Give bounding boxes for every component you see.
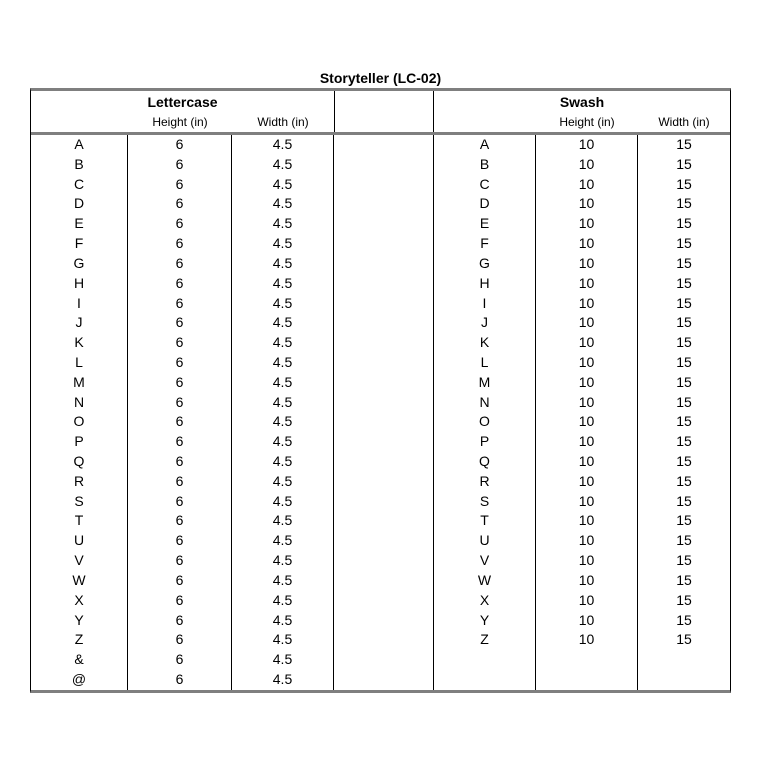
gap-cell bbox=[334, 274, 434, 294]
lettercase-height-cell: 6 bbox=[128, 135, 232, 155]
lettercase-height-cell: 6 bbox=[128, 294, 232, 314]
lettercase-width-cell: 4.5 bbox=[232, 432, 334, 452]
swash-glyph-cell: V bbox=[434, 551, 536, 571]
swash-width-header: Width (in) bbox=[658, 115, 710, 129]
gap-cell bbox=[334, 175, 434, 195]
swash-height-cell: 10 bbox=[536, 333, 638, 353]
lettercase-width-cell: 4.5 bbox=[232, 135, 334, 155]
swash-width-cell: 15 bbox=[676, 195, 692, 212]
swash-height-cell: 10 bbox=[536, 511, 638, 531]
lettercase-width-header: Width (in) bbox=[257, 115, 309, 129]
swash-height-cell: 10 bbox=[536, 412, 638, 432]
lettercase-height-cell: 6 bbox=[128, 531, 232, 551]
page-title: Storyteller (LC-02) bbox=[319, 70, 442, 86]
swash-height-cell: 10 bbox=[536, 175, 638, 195]
table-row bbox=[31, 254, 730, 274]
lettercase-width-cell: 4.5 bbox=[232, 531, 334, 551]
swash-width-cell: 15 bbox=[676, 512, 692, 529]
lettercase-width-cell: 4.5 bbox=[232, 373, 334, 393]
table-row bbox=[31, 670, 730, 690]
lettercase-width-cell: 4.5 bbox=[232, 234, 334, 254]
swash-width-cell: 15 bbox=[676, 235, 692, 252]
swash-height-cell: 10 bbox=[536, 531, 638, 551]
lettercase-glyph-cell: B bbox=[31, 155, 128, 175]
swash-glyph-cell: Y bbox=[434, 611, 536, 631]
gap-cell bbox=[334, 511, 434, 531]
swash-width-cell bbox=[638, 670, 730, 690]
lettercase-height-cell: 6 bbox=[128, 214, 232, 234]
size-table bbox=[30, 88, 731, 693]
lettercase-glyph-cell: & bbox=[31, 650, 128, 670]
lettercase-height-cell: 6 bbox=[128, 650, 232, 670]
gap-cell bbox=[334, 452, 434, 472]
swash-width-cell: 15 bbox=[676, 274, 692, 291]
gap-cell bbox=[334, 254, 434, 274]
swash-height-cell: 10 bbox=[536, 571, 638, 591]
table-row bbox=[31, 313, 730, 333]
gap-cell bbox=[334, 214, 434, 234]
lettercase-height-cell: 6 bbox=[128, 353, 232, 373]
swash-glyph-cell: A bbox=[434, 135, 536, 155]
table-row bbox=[31, 393, 730, 413]
lettercase-glyph-cell: C bbox=[31, 175, 128, 195]
swash-width-cell: 15 bbox=[676, 294, 692, 311]
lettercase-height-cell: 6 bbox=[128, 511, 232, 531]
table-row bbox=[31, 135, 730, 155]
gap-cell bbox=[334, 393, 434, 413]
table-body bbox=[31, 135, 730, 690]
swash-width-cell: 15 bbox=[676, 571, 692, 588]
lettercase-glyph-cell: N bbox=[31, 393, 128, 413]
gap-cell bbox=[334, 113, 434, 132]
swash-height-cell: 10 bbox=[536, 591, 638, 611]
lettercase-glyph-cell: F bbox=[31, 234, 128, 254]
lettercase-width-cell: 4.5 bbox=[232, 393, 334, 413]
swash-width-cell: 15 bbox=[676, 453, 692, 469]
swash-glyph-cell: T bbox=[434, 511, 536, 531]
lettercase-width-cell: 4.5 bbox=[232, 492, 334, 512]
swash-glyph-cell: R bbox=[434, 472, 536, 492]
swash-width-cell: 15 bbox=[676, 353, 692, 370]
table-row bbox=[31, 274, 730, 294]
lettercase-width-cell: 4.5 bbox=[232, 254, 334, 274]
lettercase-width-cell: 4.5 bbox=[232, 175, 334, 195]
lettercase-height-header: Height (in) bbox=[152, 115, 208, 129]
swash-glyph-cell: B bbox=[434, 155, 536, 175]
lettercase-width-cell: 4.5 bbox=[232, 313, 334, 333]
swash-glyph-cell: C bbox=[434, 175, 536, 195]
swash-glyph-cell: Z bbox=[434, 630, 536, 650]
lettercase-height-cell: 6 bbox=[128, 611, 232, 631]
swash-width-cell: 15 bbox=[676, 155, 692, 172]
table-row bbox=[31, 214, 730, 234]
lettercase-glyph-cell: R bbox=[31, 472, 128, 492]
lettercase-height-cell: 6 bbox=[128, 432, 232, 452]
lettercase-glyph-header bbox=[31, 113, 128, 132]
table-row bbox=[31, 551, 730, 571]
gap-cell bbox=[334, 472, 434, 492]
table-row bbox=[31, 452, 730, 472]
table-row bbox=[31, 591, 730, 611]
gap-cell bbox=[334, 531, 434, 551]
swash-height-cell: 10 bbox=[536, 472, 638, 492]
gap-cell bbox=[334, 91, 434, 113]
swash-width-cell: 15 bbox=[676, 373, 692, 390]
lettercase-height-cell: 6 bbox=[128, 630, 232, 650]
lettercase-height-cell: 6 bbox=[128, 412, 232, 432]
gap-cell bbox=[334, 630, 434, 650]
swash-glyph-cell bbox=[434, 650, 536, 670]
swash-glyph-cell: D bbox=[434, 194, 536, 214]
gap-cell bbox=[334, 333, 434, 353]
lettercase-height-cell: 6 bbox=[128, 452, 232, 472]
lettercase-width-cell: 4.5 bbox=[232, 274, 334, 294]
lettercase-height-cell: 6 bbox=[128, 194, 232, 214]
lettercase-width-cell: 4.5 bbox=[232, 353, 334, 373]
swash-height-header: Height (in) bbox=[559, 115, 615, 129]
table-row bbox=[31, 412, 730, 432]
swash-width-cell: 15 bbox=[676, 492, 692, 509]
lettercase-width-cell: 4.5 bbox=[232, 452, 334, 472]
table-row bbox=[31, 155, 730, 175]
lettercase-height-cell: 6 bbox=[128, 254, 232, 274]
swash-section-header: Swash bbox=[559, 94, 605, 110]
lettercase-width-cell: 4.5 bbox=[232, 611, 334, 631]
swash-glyph-cell: M bbox=[434, 373, 536, 393]
lettercase-glyph-cell: A bbox=[31, 135, 128, 155]
lettercase-glyph-cell: W bbox=[31, 571, 128, 591]
lettercase-glyph-cell: O bbox=[31, 412, 128, 432]
swash-width-cell: 15 bbox=[676, 334, 692, 351]
table-row bbox=[31, 492, 730, 512]
swash-height-cell bbox=[536, 650, 638, 670]
swash-glyph-cell: U bbox=[434, 531, 536, 551]
table-row bbox=[31, 511, 730, 531]
swash-glyph-cell: G bbox=[434, 254, 536, 274]
table-row bbox=[31, 333, 730, 353]
lettercase-glyph-cell: X bbox=[31, 591, 128, 611]
swash-glyph-cell: W bbox=[434, 571, 536, 591]
lettercase-glyph-cell: H bbox=[31, 274, 128, 294]
lettercase-glyph-cell: J bbox=[31, 313, 128, 333]
lettercase-width-cell: 4.5 bbox=[232, 214, 334, 234]
swash-height-cell: 10 bbox=[536, 254, 638, 274]
table-row bbox=[31, 472, 730, 492]
swash-height-cell: 10 bbox=[536, 630, 638, 650]
swash-height-cell: 10 bbox=[536, 432, 638, 452]
gap-cell bbox=[334, 492, 434, 512]
lettercase-glyph-cell: I bbox=[31, 294, 128, 314]
lettercase-glyph-cell: E bbox=[31, 214, 128, 234]
lettercase-glyph-cell: T bbox=[31, 511, 128, 531]
swash-width-cell: 15 bbox=[676, 393, 692, 410]
lettercase-glyph-cell: M bbox=[31, 373, 128, 393]
lettercase-width-cell: 4.5 bbox=[232, 194, 334, 214]
swash-glyph-cell: I bbox=[434, 294, 536, 314]
gap-cell bbox=[334, 135, 434, 155]
gap-cell bbox=[334, 234, 434, 254]
lettercase-width-cell: 4.5 bbox=[232, 670, 334, 690]
swash-glyph-header bbox=[434, 113, 536, 132]
table-row bbox=[31, 294, 730, 314]
table-row bbox=[31, 432, 730, 452]
lettercase-height-cell: 6 bbox=[128, 274, 232, 294]
lettercase-width-cell: 4.5 bbox=[232, 412, 334, 432]
swash-height-cell: 10 bbox=[536, 611, 638, 631]
lettercase-width-cell: 4.5 bbox=[232, 155, 334, 175]
swash-glyph-cell: L bbox=[434, 353, 536, 373]
lettercase-height-cell: 6 bbox=[128, 492, 232, 512]
lettercase-height-cell: 6 bbox=[128, 571, 232, 591]
lettercase-glyph-cell: S bbox=[31, 492, 128, 512]
lettercase-height-cell: 6 bbox=[128, 373, 232, 393]
swash-height-cell: 10 bbox=[536, 294, 638, 314]
gap-cell bbox=[334, 650, 434, 670]
swash-height-cell bbox=[536, 670, 638, 690]
lettercase-glyph-cell: P bbox=[31, 432, 128, 452]
gap-cell bbox=[334, 591, 434, 611]
lettercase-width-cell: 4.5 bbox=[232, 551, 334, 571]
gap-cell bbox=[334, 670, 434, 690]
gap-cell bbox=[334, 155, 434, 175]
lettercase-height-cell: 6 bbox=[128, 313, 232, 333]
swash-glyph-cell: E bbox=[434, 214, 536, 234]
swash-height-cell: 10 bbox=[536, 214, 638, 234]
swash-height-cell: 10 bbox=[536, 452, 638, 472]
section-header-row bbox=[31, 91, 730, 113]
swash-glyph-cell bbox=[434, 670, 536, 690]
gap-cell bbox=[334, 611, 434, 631]
swash-height-cell: 10 bbox=[536, 274, 638, 294]
swash-height-cell: 10 bbox=[536, 393, 638, 413]
lettercase-height-cell: 6 bbox=[128, 175, 232, 195]
swash-width-cell: 15 bbox=[676, 314, 692, 331]
swash-glyph-cell: H bbox=[434, 274, 536, 294]
gap-cell bbox=[334, 373, 434, 393]
lettercase-glyph-cell: G bbox=[31, 254, 128, 274]
gap-cell bbox=[334, 313, 434, 333]
table-row bbox=[31, 650, 730, 670]
lettercase-width-cell: 4.5 bbox=[232, 333, 334, 353]
swash-glyph-cell: N bbox=[434, 393, 536, 413]
table-row bbox=[31, 571, 730, 591]
swash-width-cell: 15 bbox=[676, 136, 692, 152]
table-row bbox=[31, 175, 730, 195]
swash-width-cell: 15 bbox=[676, 532, 692, 549]
gap-cell bbox=[334, 353, 434, 373]
gap-cell bbox=[334, 294, 434, 314]
lettercase-width-cell: 4.5 bbox=[232, 650, 334, 670]
lettercase-glyph-cell: U bbox=[31, 531, 128, 551]
lettercase-height-cell: 6 bbox=[128, 333, 232, 353]
swash-height-cell: 10 bbox=[536, 194, 638, 214]
lettercase-width-cell: 4.5 bbox=[232, 591, 334, 611]
lettercase-height-cell: 6 bbox=[128, 551, 232, 571]
lettercase-height-cell: 6 bbox=[128, 393, 232, 413]
swash-glyph-cell: X bbox=[434, 591, 536, 611]
swash-height-cell: 10 bbox=[536, 353, 638, 373]
table-row bbox=[31, 353, 730, 373]
swash-width-cell: 15 bbox=[676, 472, 692, 489]
swash-height-cell: 10 bbox=[536, 234, 638, 254]
lettercase-glyph-cell: Y bbox=[31, 611, 128, 631]
gap-cell bbox=[334, 571, 434, 591]
lettercase-width-cell: 4.5 bbox=[232, 511, 334, 531]
swash-width-cell bbox=[638, 650, 730, 670]
swash-width-cell: 15 bbox=[676, 433, 692, 450]
table-row bbox=[31, 611, 730, 631]
lettercase-height-cell: 6 bbox=[128, 472, 232, 492]
table-row bbox=[31, 630, 730, 650]
lettercase-width-cell: 4.5 bbox=[232, 630, 334, 650]
gap-cell bbox=[334, 551, 434, 571]
swash-width-cell: 15 bbox=[676, 254, 692, 271]
table-row bbox=[31, 373, 730, 393]
swash-glyph-cell: K bbox=[434, 333, 536, 353]
swash-height-cell: 10 bbox=[536, 492, 638, 512]
gap-cell bbox=[334, 432, 434, 452]
lettercase-glyph-cell: V bbox=[31, 551, 128, 571]
lettercase-glyph-cell: Q bbox=[31, 452, 128, 472]
lettercase-glyph-cell: @ bbox=[31, 670, 128, 690]
lettercase-width-cell: 4.5 bbox=[232, 472, 334, 492]
swash-width-cell: 15 bbox=[676, 175, 692, 192]
swash-width-cell: 15 bbox=[676, 413, 692, 430]
swash-height-cell: 10 bbox=[536, 135, 638, 155]
swash-width-cell: 15 bbox=[676, 591, 692, 608]
lettercase-height-cell: 6 bbox=[128, 670, 232, 690]
table-row bbox=[31, 194, 730, 214]
lettercase-glyph-cell: L bbox=[31, 353, 128, 373]
table-row bbox=[31, 531, 730, 551]
lettercase-section-header: Lettercase bbox=[147, 94, 218, 110]
gap-cell bbox=[334, 412, 434, 432]
swash-width-cell: 15 bbox=[676, 215, 692, 232]
swash-height-cell: 10 bbox=[536, 551, 638, 571]
swash-width-cell: 15 bbox=[676, 552, 692, 569]
swash-width-cell: 15 bbox=[676, 611, 692, 628]
swash-glyph-cell: Q bbox=[434, 452, 536, 472]
lettercase-width-cell: 4.5 bbox=[232, 294, 334, 314]
lettercase-height-cell: 6 bbox=[128, 591, 232, 611]
lettercase-glyph-cell: D bbox=[31, 194, 128, 214]
lettercase-glyph-cell: K bbox=[31, 333, 128, 353]
lettercase-width-cell: 4.5 bbox=[232, 571, 334, 591]
swash-glyph-cell: J bbox=[434, 313, 536, 333]
table-row bbox=[31, 234, 730, 254]
swash-glyph-cell: P bbox=[434, 432, 536, 452]
swash-height-cell: 10 bbox=[536, 313, 638, 333]
swash-glyph-cell: F bbox=[434, 234, 536, 254]
gap-cell bbox=[334, 194, 434, 214]
lettercase-glyph-cell: Z bbox=[31, 630, 128, 650]
swash-height-cell: 10 bbox=[536, 155, 638, 175]
swash-glyph-cell: O bbox=[434, 412, 536, 432]
column-header-row bbox=[31, 113, 730, 135]
lettercase-height-cell: 6 bbox=[128, 234, 232, 254]
swash-glyph-cell: S bbox=[434, 492, 536, 512]
swash-height-cell: 10 bbox=[536, 373, 638, 393]
lettercase-height-cell: 6 bbox=[128, 155, 232, 175]
swash-width-cell: 15 bbox=[676, 631, 692, 648]
